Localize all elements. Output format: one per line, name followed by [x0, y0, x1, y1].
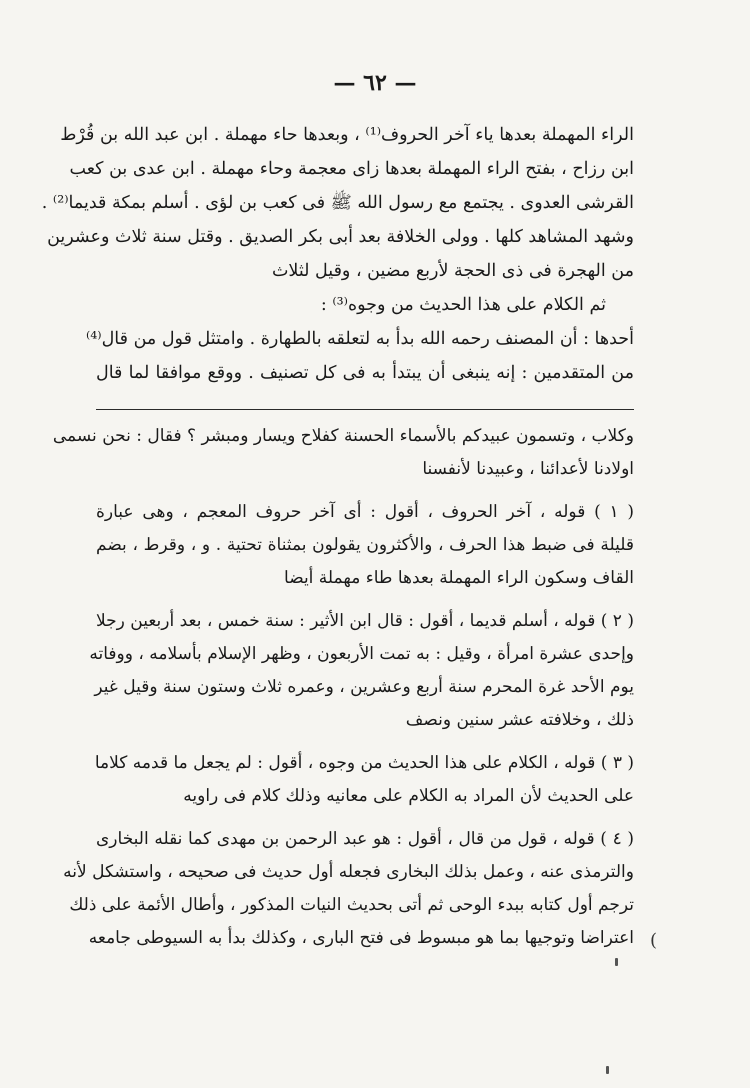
footnote-line: وإحدى عشرة امرأة ، وقيل : به تمت الأربعون ، وظهر الإسلام بأسلامه ، ووفاته	[89, 644, 634, 664]
footnote-3	[96, 747, 634, 813]
page-number: — ٦٢ —	[333, 70, 417, 96]
footnote-line: اعتراضا وتوجيها بما هو مبسوط فى فتح البارى ، وكذلك بدأ به السيوطى جامعه	[88, 928, 634, 948]
footnote-line: ( ١ ) قوله ، آخر الحروف ، أقول : أى آخر حروف المعجم ، وهى عبارة	[96, 502, 634, 522]
footnote-2	[89, 605, 634, 737]
footnote-line: ذلك ، وخلافته عشر سنين ونصف	[405, 710, 634, 730]
footnote-line: اولادنا لأعدائنا ، وعبيدنا لأنفسنا	[422, 459, 634, 479]
main-line: من الهجرة فى ذى الحجة لأربع مضين ، وقيل لثلاث	[271, 261, 634, 281]
section-heading: ثم الكلام على هذا الحديث من وجوه⁽³⁾ :	[320, 295, 606, 315]
footnote-line: ( ٣ ) قوله ، الكلام على هذا الحديث من وجوه ، أقول : لم يجعل ما قدمه كلاما	[94, 753, 634, 773]
footnote-continuation	[52, 420, 634, 486]
footnote-line: على الحديث لأن المراد به الكلام على معانيه وذلك كلام فى راويه	[183, 786, 634, 806]
footnotes-block	[52, 420, 634, 965]
scan-speck	[606, 1066, 609, 1074]
main-line: أحدها : أن المصنف رحمه الله بدأ به لتعلقه بالطهارة . وامتثل قول من قال⁽⁴⁾	[85, 329, 634, 349]
main-line: ابن رزاح ، بفتح الراء المهملة بعدها زاى معجمة وحاء مهملة . ابن عدى بن كعب	[69, 159, 634, 179]
main-line: من المتقدمين : إنه ينبغى أن يبتدأ به فى كل تصنيف . ووقع موافقا لما قال	[96, 363, 634, 383]
main-line: الراء المهملة بعدها ياء آخر الحروف⁽¹⁾ ، وبعدها حاء مهملة . ابن عبد الله بن قُرْط	[60, 125, 634, 145]
footnote-line: ( ٤ ) قوله ، قول من قال ، أقول : هو عبد الرحمن بن مهدى كما نقله البخارى	[96, 829, 634, 849]
footnote-line: ( ٢ ) قوله ، أسلم قديما ، أقول : قال ابن الأثير : سنة خمس ، بعد أربعين رجلا	[96, 611, 634, 631]
footnote-line: ترجم أول كتابه ببدء الوحى ثم أتى بحديث النيات المذكور ، وأطال الأئمة على ذلك	[69, 895, 634, 915]
footnote-4	[63, 823, 634, 955]
footnote-line: والترمذى عنه ، وعمل بذلك البخارى فجعله أول حديث فى صحيحه ، واستشكل لأنه	[63, 862, 634, 882]
footnote-line: يوم الأحد غرة المحرم سنة أربع وعشرين ، وعمره ثلاث وستون سنة وقيل غير	[94, 677, 634, 697]
main-line: القرشى العدوى . يجتمع مع رسول الله ﷺ فى كعب بن لؤى . أسلم بمكة قديما⁽²⁾ .	[41, 193, 634, 213]
main-text-block	[41, 118, 634, 390]
footnote-1	[96, 496, 634, 595]
margin-bracket-mark: (	[650, 930, 658, 951]
footnote-divider	[96, 409, 634, 410]
footnote-line: القاف وسكون الراء المهملة بعدها طاء مهملة أيضا	[284, 568, 634, 588]
footnote-line: وكلاب ، وتسمون عبيدكم بالأسماء الحسنة كفلاح ويسار ومبشر ؟ فقال : نحن نسمى	[52, 426, 634, 446]
footnote-line: قليلة فى ضبط هذا الحرف ، والأكثرون يقولون بمثناة تحتية . و ، وقرط ، بضم	[96, 535, 634, 555]
main-line: وشهد المشاهد كلها . وولى الخلافة بعد أبى بكر الصديق . وقتل سنة ثلاث وعشرين	[47, 227, 634, 247]
scan-speck	[615, 958, 618, 966]
